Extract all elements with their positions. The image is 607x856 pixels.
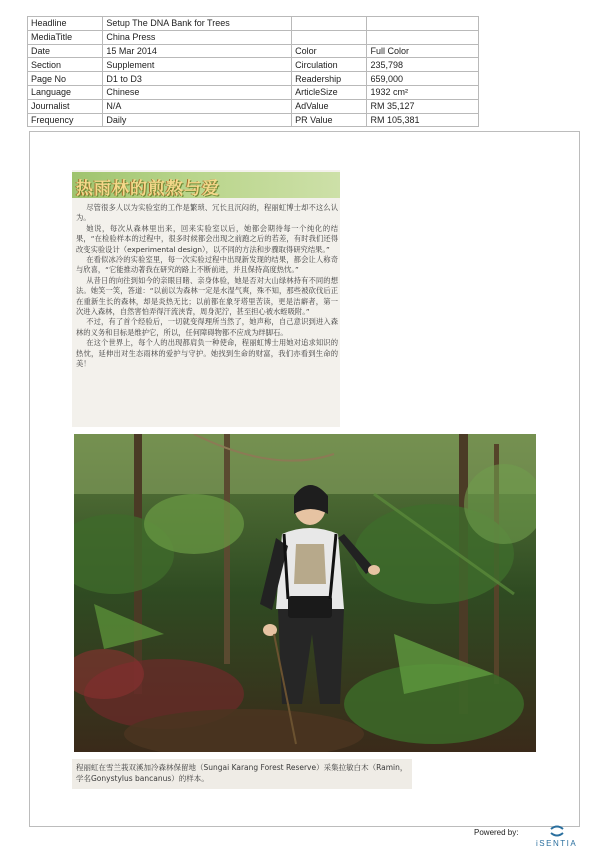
metadata-key <box>292 30 367 44</box>
metadata-value: 1932 cm² <box>367 85 479 99</box>
metadata-key: ArticleSize <box>292 85 367 99</box>
metadata-row <box>28 58 479 72</box>
metadata-key: Page No <box>28 72 103 86</box>
metadata-row <box>28 30 479 44</box>
article-paragraph: 她说，每次从森林里出来，回来实验室以后，她都会期待每一个纯化的结果，“在检验样本的过程中，很多时候都会出现之前跑之后的若差，有时我们还得改变实验设计（experimental design），以不同的方法和步骤取得研究结果。” <box>76 223 338 254</box>
metadata-key: Circulation <box>292 58 367 72</box>
metadata-value: D1 to D3 <box>103 72 292 86</box>
metadata-key: Language <box>28 85 103 99</box>
metadata-value: Supplement <box>103 58 292 72</box>
metadata-key: Readership <box>292 72 367 86</box>
metadata-key: Date <box>28 44 103 58</box>
article-paragraph: 从昔日的向往到如今的亲眼目睹、亲身体验，她是否对大山绿林持有不同的想法。她笑一笑，答道：“以前以为森林一定是水湿气爽，殊不知，那些被砍伐后正在重新生长的森林，却是炎热无比；以前都在象牙塔里苦读，更是洁癖者，第一次进入森林，自然害怕弄得汗流浃背，周身泥泞，甚至担心被水蛭吸附。” <box>76 275 338 317</box>
metadata-value: N/A <box>103 99 292 113</box>
metadata-key: PR Value <box>292 113 367 127</box>
metadata-value: Setup The DNA Bank for Trees <box>103 17 292 31</box>
metadata-key: MediaTitle <box>28 30 103 44</box>
metadata-value: 15 Mar 2014 <box>103 44 292 58</box>
article-body <box>76 203 338 370</box>
isentia-logo-icon <box>548 825 566 837</box>
headline-band <box>72 172 340 198</box>
metadata-row <box>28 85 479 99</box>
metadata-value: RM 35,127 <box>367 99 479 113</box>
article-clipping-frame <box>29 131 580 827</box>
forest-photo <box>74 434 536 752</box>
metadata-value: Full Color <box>367 44 479 58</box>
metadata-row <box>28 17 479 31</box>
metadata-value <box>367 30 479 44</box>
metadata-value <box>367 17 479 31</box>
metadata-value: RM 105,381 <box>367 113 479 127</box>
metadata-value: 235,798 <box>367 58 479 72</box>
article-paragraph: 在这个世界上，每个人的出现都肩负一种使命，程丽虹博士用她对追求知识的热忱，延伸出对生态雨林的爱护与守护。她找到生命的财富，我们亦看到生命的美！ <box>76 338 338 369</box>
metadata-value: China Press <box>103 30 292 44</box>
metadata-key: AdValue <box>292 99 367 113</box>
metadata-key: Frequency <box>28 113 103 127</box>
metadata-row <box>28 44 479 58</box>
metadata-row <box>28 72 479 86</box>
article-paragraph: 不过，有了首个经验后，一切就变得理所当然了，她声称，自己意识到进入森林的义务和目标是维护它，所以，任何障碍物都不应成为绊脚石。 <box>76 317 338 337</box>
article-paragraph: 在看似冰冷的实验室里，每一次实验过程中出现新发现的结果，都会让人称奇与欣喜，“它能推动著我在研究的路上不断前进，并且保持高度热忱。” <box>76 255 338 275</box>
metadata-value: 659,000 <box>367 72 479 86</box>
metadata-row <box>28 113 479 127</box>
metadata-key: Journalist <box>28 99 103 113</box>
metadata-key: Headline <box>28 17 103 31</box>
article-paragraph: 尽管很多人以为实验室的工作是繁琐、冗长且沉闷的，程丽虹博士却不这么认为。 <box>76 203 338 223</box>
article-metadata-table <box>27 16 479 127</box>
isentia-logo <box>536 825 580 851</box>
forest-photo-illustration <box>74 434 536 752</box>
article-headline: 热雨林的煎熬与爱 <box>76 179 220 199</box>
metadata-value: Chinese <box>103 85 292 99</box>
metadata-key: Section <box>28 58 103 72</box>
metadata-key: Color <box>292 44 367 58</box>
brand-name: iSENTIA <box>536 839 578 848</box>
photo-caption: 程丽虹在雪兰莪双溪加冷森林保留地（Sungai Karang Forest Reserve）采集拉敏白木（Ramin，学名Gonystylus bancanus）的样本。 <box>72 759 412 789</box>
metadata-key <box>292 17 367 31</box>
metadata-value: Daily <box>103 113 292 127</box>
metadata-row <box>28 99 479 113</box>
article-text-clipping <box>72 170 340 427</box>
powered-by-label: Powered by: <box>474 828 519 837</box>
